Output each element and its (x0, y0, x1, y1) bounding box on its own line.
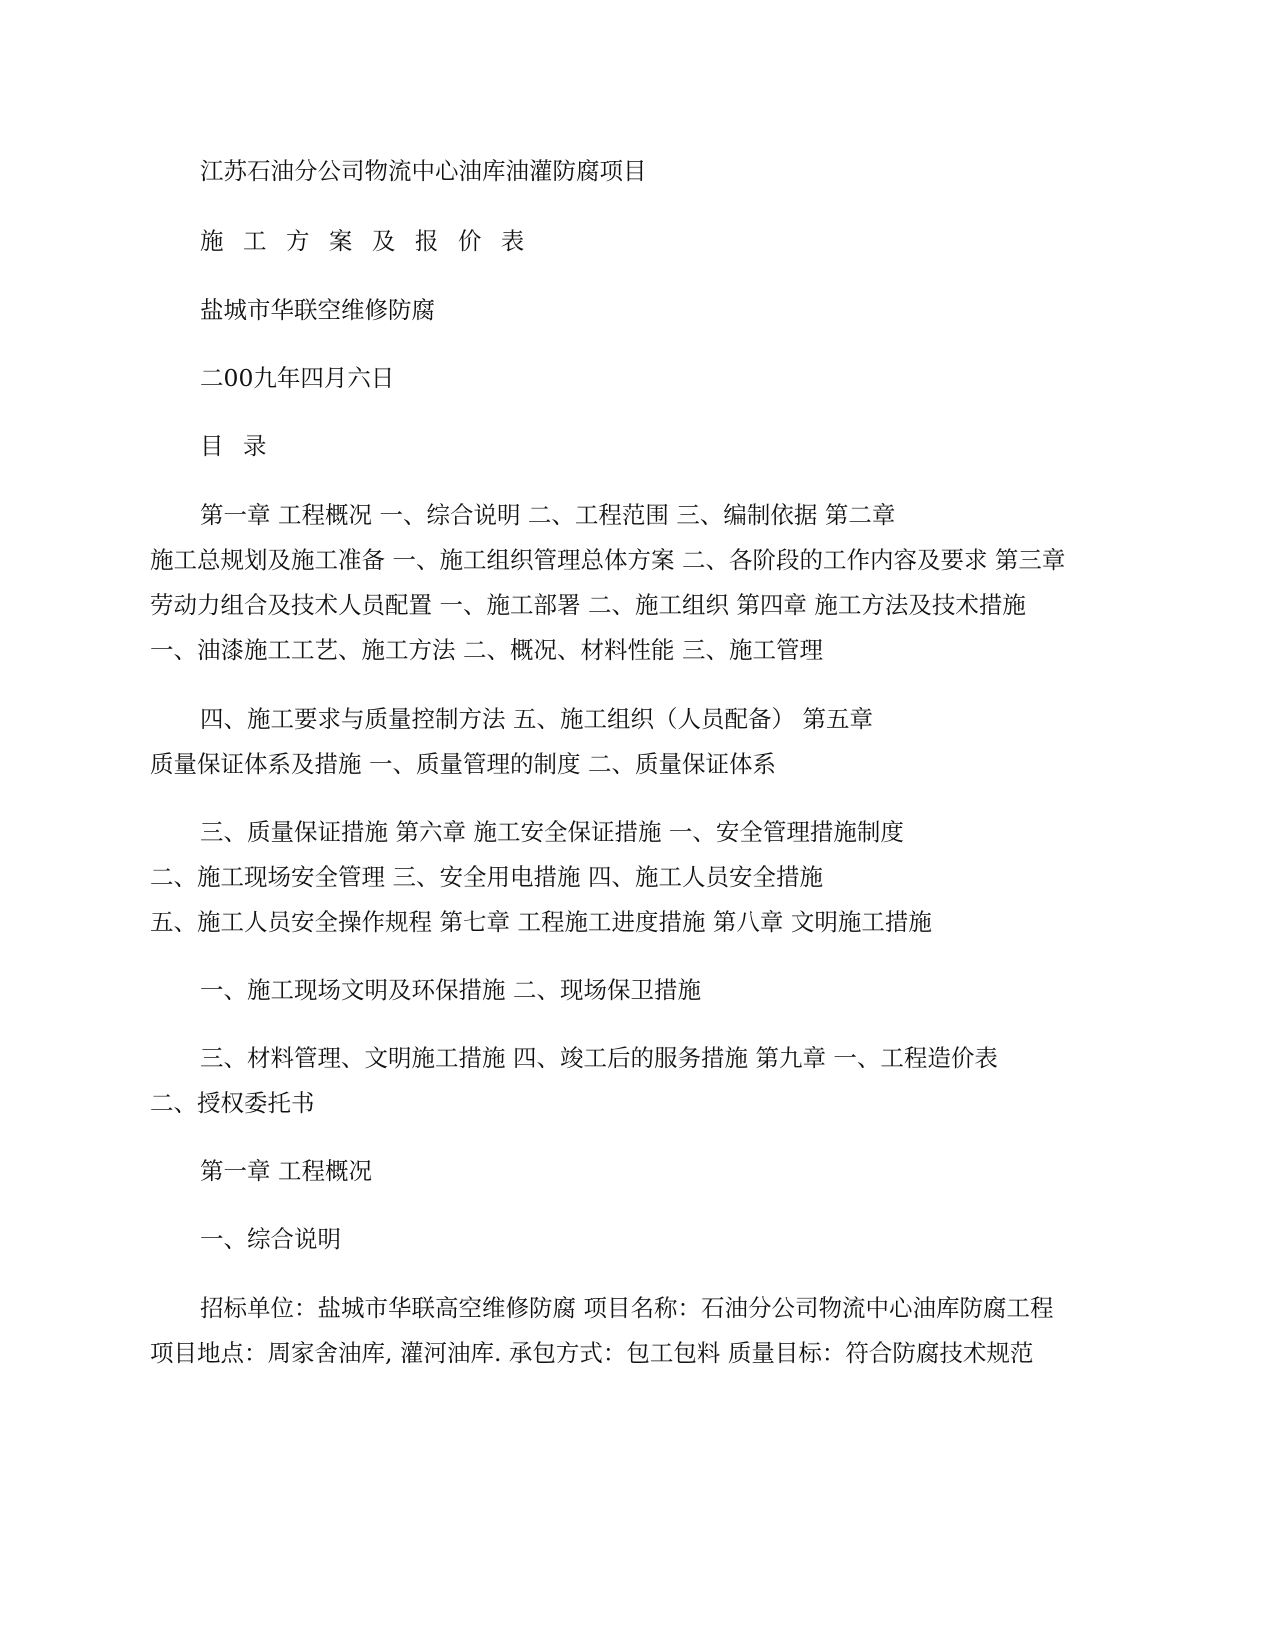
section-heading: 一、综合说明 (200, 1225, 341, 1253)
toc-line: 三、质量保证措施 第六章 施工安全保证措施 一、安全管理措施制度 (200, 818, 904, 846)
document-date: 二00九年四月六日 (200, 364, 395, 392)
chapter-heading: 第一章 工程概况 (200, 1157, 372, 1185)
project-title: 江苏石油分公司物流中心油库油灌防腐项目 (200, 157, 647, 185)
toc-line: 五、施工人员安全操作规程 第七章 工程施工进度措施 第八章 文明施工措施 (150, 908, 932, 936)
toc-line: 二、施工现场安全管理 三、安全用电措施 四、施工人员安全措施 (150, 863, 823, 891)
toc-line: 第一章 工程概况 一、综合说明 二、工程范围 三、编制依据 第二章 (200, 501, 896, 529)
toc-line: 施工总规划及施工准备 一、施工组织管理总体方案 二、各阶段的工作内容及要求 第三章 (150, 546, 1066, 574)
toc-line: 二、授权委托书 (150, 1089, 315, 1117)
toc-line: 一、油漆施工工艺、施工方法 二、概况、材料性能 三、施工管理 (150, 636, 823, 664)
body-paragraph-line: 项目地点：周家舍油库, 灌河油库. 承包方式：包工包料 质量目标：符合防腐技术规范 (150, 1339, 1034, 1367)
toc-heading: 目 录 (200, 432, 273, 460)
toc-line: 劳动力组合及技术人员配置 一、施工部署 二、施工组织 第四章 施工方法及技术措施 (150, 591, 1026, 619)
toc-line: 四、施工要求与质量控制方法 五、施工组织（人员配备） 第五章 (200, 705, 873, 733)
toc-line: 一、施工现场文明及环保措施 二、现场保卫措施 (200, 976, 701, 1004)
body-paragraph-line: 招标单位：盐城市华联高空维修防腐 项目名称：石油分公司物流中心油库防腐工程 (200, 1294, 1054, 1322)
toc-line: 质量保证体系及措施 一、质量管理的制度 二、质量保证体系 (150, 750, 776, 778)
document-title: 施 工 方 案 及 报 价 表 (200, 227, 531, 255)
company-name: 盐城市华联空维修防腐 (200, 296, 435, 324)
toc-line: 三、材料管理、文明施工措施 四、竣工后的服务措施 第九章 一、工程造价表 (200, 1044, 998, 1072)
